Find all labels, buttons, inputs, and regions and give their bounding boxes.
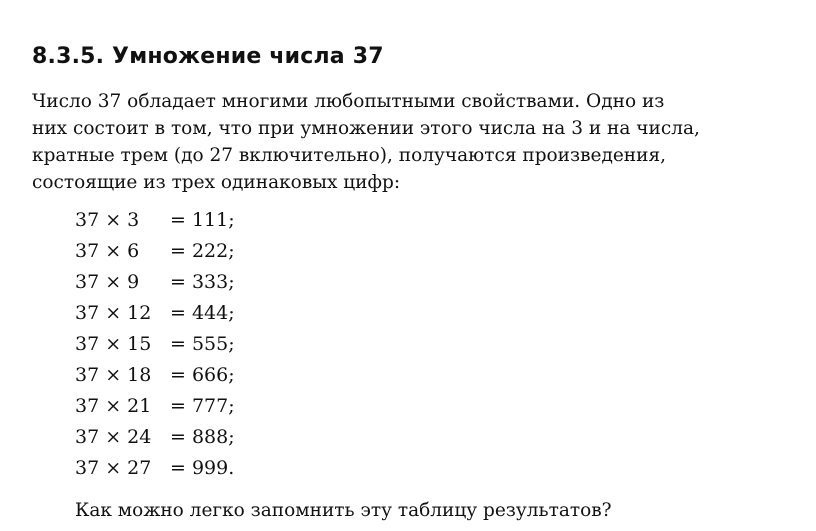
paragraph-line: Число 37 обладает многими любопытными свойствами. Одно из (32, 91, 665, 112)
intro-paragraph (32, 88, 792, 196)
row-result: = 222; (170, 240, 235, 262)
section-heading: 8.3.5. Умножение числа 37 (32, 44, 384, 69)
paragraph-line: них состоит в том, что при умножении этого числа на 3 и на числа, (32, 118, 700, 139)
row-result: = 333; (170, 271, 235, 293)
row-expression: 37 × 18 (75, 364, 152, 386)
row-expression: 37 × 12 (75, 302, 152, 324)
row-result: = 555; (170, 333, 235, 355)
row-result: = 666; (170, 364, 235, 386)
row-expression: 37 × 27 (75, 457, 152, 479)
row-expression: 37 × 15 (75, 333, 152, 355)
paragraph-line: состоящие из трех одинаковых цифр: (32, 172, 401, 193)
row-result: = 888; (170, 426, 235, 448)
row-expression: 37 × 21 (75, 395, 152, 417)
row-expression: 37 × 6 (75, 240, 140, 262)
closing-question: Как можно легко запомнить эту таблицу результатов? (75, 500, 612, 521)
row-result: = 444; (170, 302, 235, 324)
row-result: = 999. (170, 457, 235, 479)
row-expression: 37 × 24 (75, 426, 152, 448)
paragraph-line: кратные трем (до 27 включительно), получаются произведения, (32, 145, 667, 166)
row-result: = 777; (170, 395, 235, 417)
row-expression: 37 × 9 (75, 271, 140, 293)
row-result: = 111; (170, 209, 235, 231)
row-expression: 37 × 3 (75, 209, 140, 231)
